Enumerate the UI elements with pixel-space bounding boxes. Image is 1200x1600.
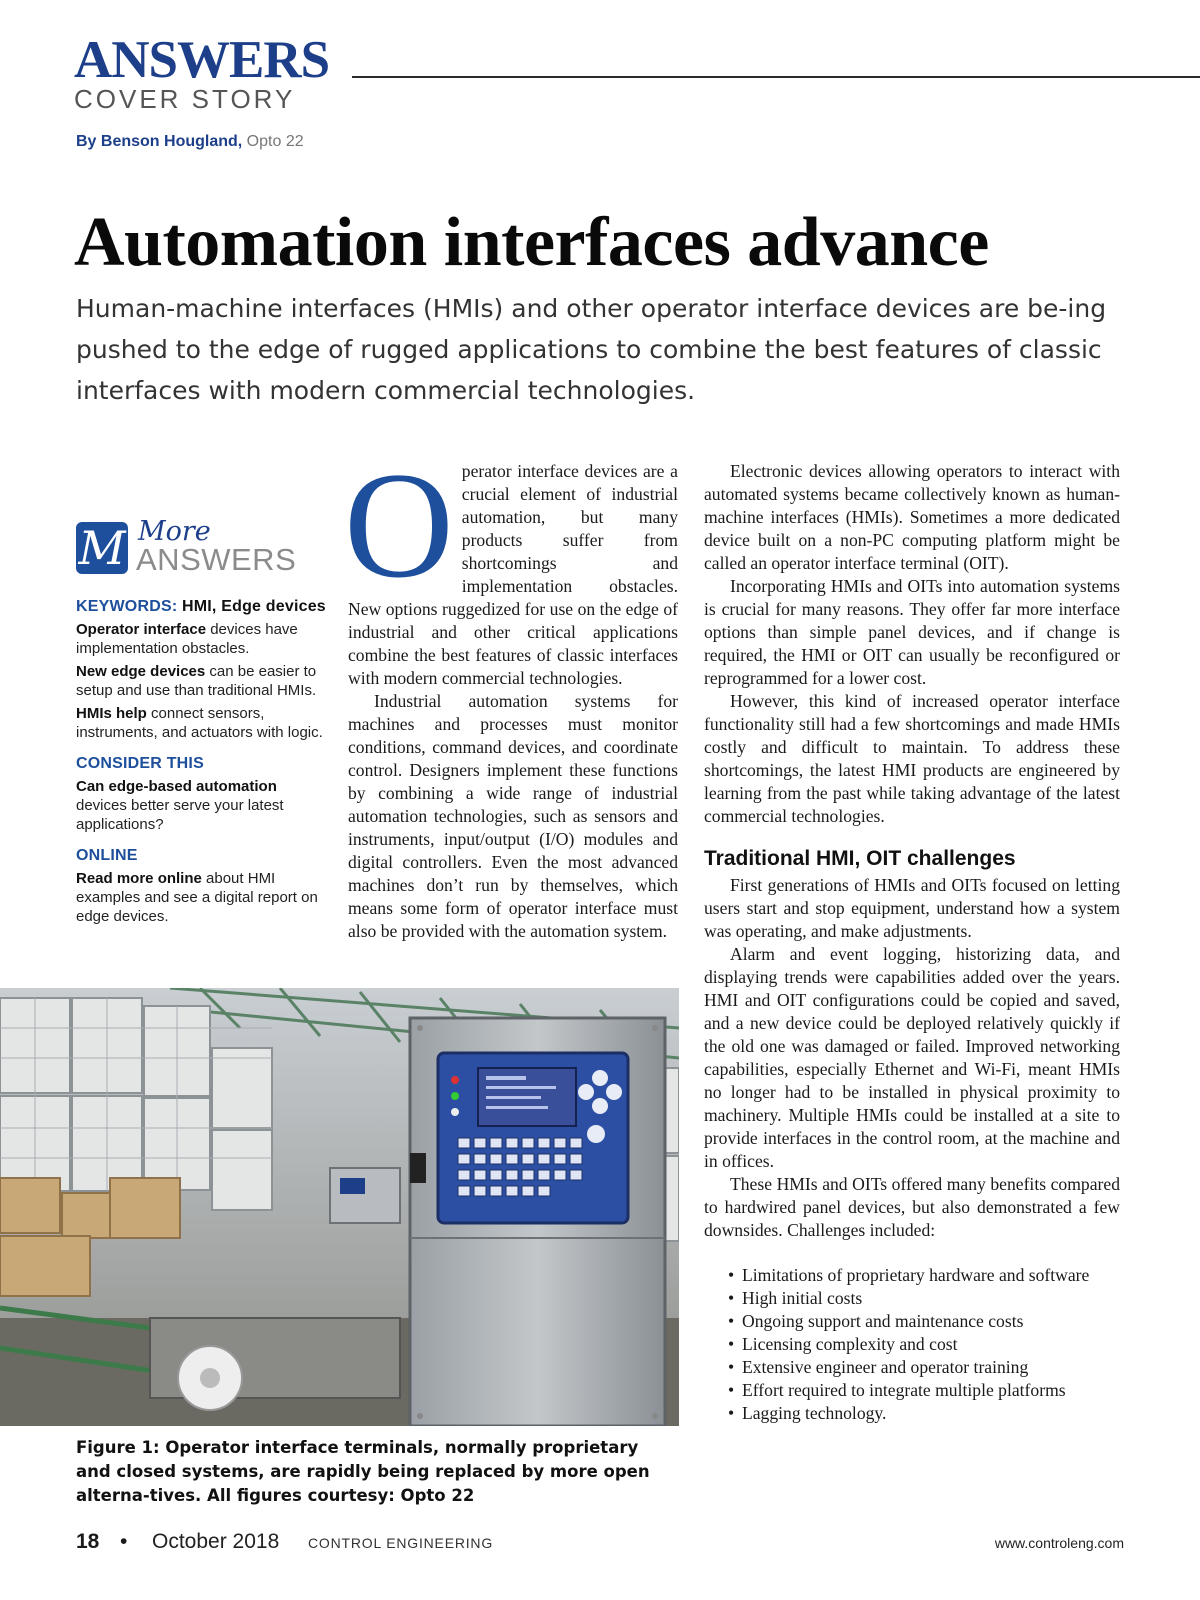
- figure-1-photo: [0, 988, 679, 1426]
- figure-caption: Figure 1: Operator interface terminals, normally proprietary and closed systems, are rapidly being replaced by more open alterna-tives. All figures courtesy: Opto 22: [76, 1438, 650, 1505]
- article-paragraph: Electronic devices allowing operators to interact with automated systems became collectively known as human-machine interfaces (HMIs). Sometimes a more dedicated device built on a non-PC computing platform might be called an operator interface terminal (OIT).: [704, 461, 1120, 573]
- consider-bold: Can edge-based automation: [76, 778, 277, 795]
- headline: Automation interfaces advance: [74, 204, 989, 281]
- consider-heading: CONSIDER THIS: [76, 755, 204, 772]
- publication-url[interactable]: www.controleng.com: [994, 1535, 1124, 1551]
- sidebar-item-text: connect sensors, instruments, and actuators with logic.: [76, 705, 323, 741]
- sidebar-item: [76, 662, 326, 700]
- paragraph-text: perator interface devices are a crucial element of industrial automation, but many products suffer from shortcomings and implementation obstacles. New options ruggedized for use on the edge of industrial and other critical applications combine the best features of classic interfaces with modern commercial technologies.: [348, 461, 678, 688]
- sidebar: [76, 597, 326, 926]
- sidebar-item-text: can be easier to setup and use than traditional HMIs.: [76, 663, 317, 699]
- issue-date: October 2018: [152, 1530, 280, 1553]
- article-paragraph: [344, 441, 678, 690]
- article-paragraph: Incorporating HMIs and OITs into automation systems is crucial for many reasons. They offer far more interface options than simple panel devices, and if change is required, the HMI or OIT can usually be reconfigured or reprogrammed for a lower cost.: [704, 576, 1120, 688]
- m-logo-icon: M: [76, 522, 128, 574]
- consider-text: [76, 777, 326, 834]
- more-answers-logo: [76, 516, 336, 580]
- online-text: [76, 869, 326, 926]
- list-item: • Extensive engineer and operator training: [728, 1356, 1120, 1379]
- online-link[interactable]: Read more online: [76, 870, 202, 887]
- list-item: • High initial costs: [728, 1287, 1120, 1310]
- list-item: • Licensing complexity and cost: [728, 1333, 1120, 1356]
- header-rule: [352, 76, 1200, 78]
- keywords-label: KEYWORDS:: [76, 598, 178, 615]
- online-heading: ONLINE: [76, 847, 138, 864]
- subsection-title: COVER STORY: [74, 84, 296, 114]
- keywords-value: HMI, Edge devices: [177, 598, 326, 615]
- consider-rest: devices better serve your latest applications?: [76, 797, 284, 833]
- drop-cap: O: [344, 441, 454, 609]
- industrial-hmi-photo: [0, 988, 679, 1426]
- byline-author: By Benson Hougland,: [76, 133, 243, 150]
- sidebar-item: [76, 704, 326, 742]
- article-paragraph: These HMIs and OITs offered many benefits compared to hardwired panel devices, but also demonstrated a few downsides. Challenges included:: [704, 1174, 1120, 1240]
- byline: [76, 132, 304, 151]
- logo-answers-text: ANSWERS: [136, 542, 297, 577]
- keywords-heading: [76, 597, 326, 616]
- section-title: ANSWERS: [74, 31, 330, 89]
- list-item: • Limitations of proprietary hardware and software: [728, 1264, 1120, 1287]
- sidebar-item: [76, 620, 326, 658]
- list-item: • Lagging technology.: [728, 1402, 1120, 1425]
- article-paragraph: Alarm and event logging, historizing data, and displaying trends were capabilities added over the years. HMI and OIT configurations could be copied and saved, and a new device could be deployed relatively quickly if the old one was damaged or failed. Improved networking capabilities, especially Ethernet and Wi-Fi, meant HMIs no longer had to be installed in physical proximity to machinery. Multiple HMIs could be installed at a site to provide interfaces in the control room, at the machine and in offices.: [704, 944, 1120, 1171]
- page-footer: [76, 1530, 1124, 1558]
- section-subhead: Traditional HMI, OIT challenges: [704, 847, 1016, 870]
- article-paragraph: First generations of HMIs and OITs focused on letting users start and stop equipment, understand how a system was operating, and make adjustments.: [704, 875, 1120, 941]
- challenges-list: [704, 1264, 1120, 1425]
- article-paragraph: However, this kind of increased operator interface functionality still had a few shortcomings and made HMIs costly and difficult to maintain. To address these shortcomings, the latest HMI products are engineered by learning from the past while taking advantage of the latest commercial technologies.: [704, 691, 1120, 826]
- byline-org: Opto 22: [242, 133, 304, 150]
- publication-name: CONTROL ENGINEERING: [308, 1535, 494, 1551]
- sidebar-item-text: devices have implementation obstacles.: [76, 621, 298, 657]
- sidebar-item-bold: HMIs help: [76, 705, 147, 722]
- logo-more-text: More: [138, 516, 211, 547]
- article-paragraph: Industrial automation systems for machines and processes must monitor conditions, command devices, and coordinate control. Designers implement these functions by combining a wide range of industrial automation technologies, such as sensors and instruments, input/output (I/O) modules and digital controllers. Even the most advanced machines don’t run by themselves, which means some form of operator interface must also be provided with the automation system.: [348, 691, 678, 941]
- list-item: • Ongoing support and maintenance costs: [728, 1310, 1120, 1333]
- footer-separator: •: [120, 1530, 128, 1553]
- sidebar-item-bold: Operator interface: [76, 621, 207, 638]
- dek: Human-machine interfaces (HMIs) and other operator interface devices are be-ing pushed to the edge of rugged applications to combine the best features of classic interfaces with modern commercial technologies.: [76, 294, 1107, 405]
- article-column-right: [704, 460, 1120, 1425]
- page-number: 18: [76, 1530, 100, 1553]
- article-column-middle: [344, 441, 678, 943]
- list-item: • Effort required to integrate multiple platforms: [728, 1379, 1120, 1402]
- online-rest: about HMI examples and see a digital report on edge devices.: [76, 870, 318, 925]
- sidebar-item-bold: New edge devices: [76, 663, 206, 680]
